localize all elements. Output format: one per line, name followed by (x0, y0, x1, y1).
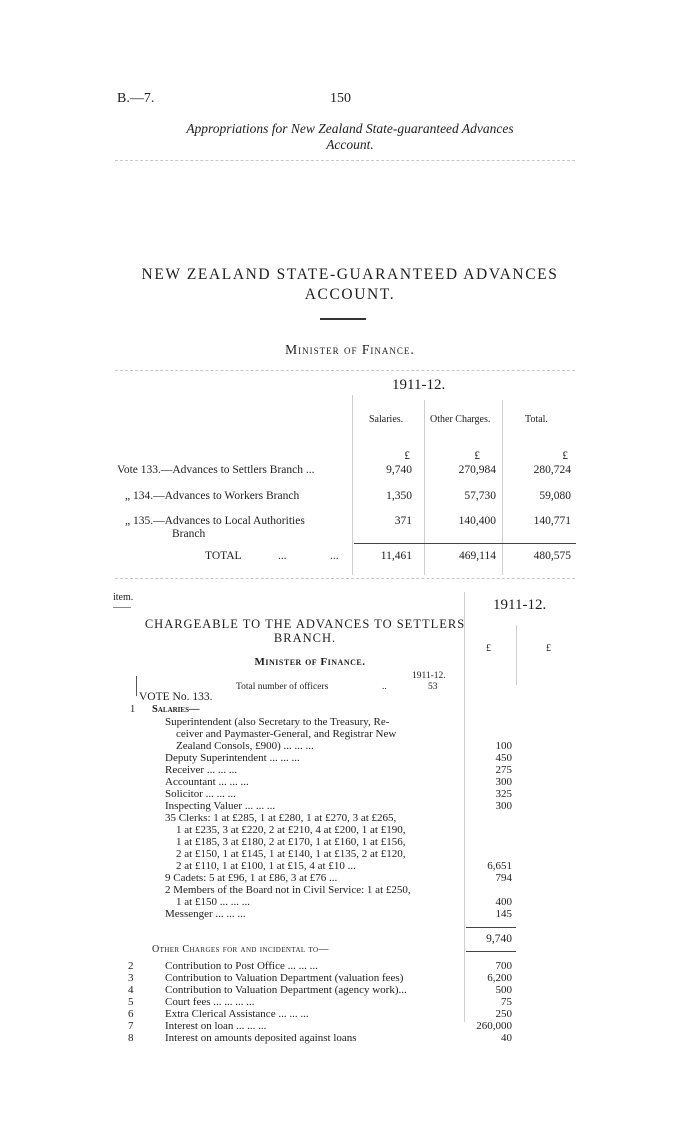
summary-row-other: 57,730 (464, 490, 496, 502)
summary-total-salaries: 11,461 (380, 550, 412, 562)
vote-number: VOTE No. 133. (139, 691, 213, 703)
other-line-text: Extra Clerical Assistance ... ... ... (165, 1008, 309, 1020)
summary-row-salaries: 371 (394, 515, 412, 527)
summary-col-divider-2 (424, 400, 425, 575)
other-line-text: Court fees ... ... ... ... (165, 996, 255, 1008)
summary-row-salaries: 1,350 (386, 490, 412, 502)
summary-row-other: 140,400 (458, 515, 496, 527)
summary-top-divider (115, 370, 575, 371)
summary-total-label: TOTAL (205, 550, 242, 562)
detail-col-divider (464, 592, 465, 1022)
other-line-amount: 250 (495, 1008, 512, 1020)
other-line-text: Contribution to Valuation Department (agency work)... (165, 984, 407, 996)
other-charges-heading: Other Charges for and incidental to— (152, 944, 329, 955)
detail-currency-a: £ (486, 643, 491, 654)
other-item-number: 2 (128, 960, 134, 972)
minister-heading: Minister of Finance. (285, 342, 415, 357)
detail-minister: Minister of Finance. (254, 656, 366, 668)
summary-col-divider-1 (352, 395, 353, 575)
salary-line-text: Receiver ... ... ... (165, 764, 238, 776)
salary-line-text: 2 at £110, 1 at £100, 1 at £15, 4 at £10 ... (176, 860, 356, 872)
item-header-rule (113, 607, 131, 608)
summary-total-dots: ... (278, 550, 287, 562)
salaries-subtotal: 9,740 (486, 933, 512, 945)
other-line-amount: 260,000 (476, 1020, 512, 1032)
salaries-subtotal-bottom-rule (466, 951, 516, 952)
officers-count: 53 (428, 682, 438, 692)
col-header-salaries: Salaries. (369, 414, 404, 425)
salary-line-amount: 400 (495, 896, 512, 908)
summary-row-other: 270,984 (458, 464, 496, 476)
summary-col-divider-3 (502, 400, 503, 575)
salary-line-amount: 325 (495, 788, 512, 800)
other-line-amount: 500 (495, 984, 512, 996)
salary-line-text: 1 at £150 ... ... ... (176, 896, 250, 908)
other-line-amount: 700 (495, 960, 512, 972)
running-subtitle-line2: Account. (326, 137, 374, 152)
summary-row-total: 280,724 (533, 464, 571, 476)
summary-row-label-continued: Branch (172, 528, 206, 540)
salary-line-amount: 794 (495, 872, 512, 884)
salary-line-text: ceiver and Paymaster-General, and Registrar New (176, 728, 397, 740)
salary-line-text: Solicitor ... ... ... (165, 788, 236, 800)
other-line-text: Interest on amounts deposited against loans (165, 1032, 357, 1044)
officers-label: Total number of officers (236, 682, 329, 692)
salary-line-text: Messenger ... ... ... (165, 908, 246, 920)
salary-line-text: Deputy Superintendent ... ... ... (165, 752, 300, 764)
salary-line-text: 35 Clerks: 1 at £285, 1 at £280, 1 at £270, 3 at £265, (165, 812, 397, 824)
salary-line-amount: 300 (495, 800, 512, 812)
salary-line-amount: 6,651 (487, 860, 512, 872)
other-line-amount: 75 (501, 996, 512, 1008)
page-reference: B.—7. (117, 91, 155, 106)
summary-row-label: „ 135.—Advances to Local Authorities (125, 515, 305, 527)
officers-dots: .. (382, 682, 387, 692)
salary-line-text: 2 at £150, 1 at £145, 1 at £140, 1 at £135, 2 at £120, (176, 848, 406, 860)
item-column-header: item. (113, 592, 134, 603)
currency-other: £ (474, 450, 480, 462)
salaries-item-number: 1 (130, 704, 136, 715)
summary-row-label: „ 134.—Advances to Workers Branch (125, 490, 300, 502)
salary-line-amount: 145 (495, 908, 512, 920)
salary-line-amount: 450 (495, 752, 512, 764)
other-item-number: 3 (128, 972, 134, 984)
other-item-number: 6 (128, 1008, 134, 1020)
salary-line-text: Accountant ... ... ... (165, 776, 249, 788)
salary-line-amount: 100 (495, 740, 512, 752)
main-title-line1: NEW ZEALAND STATE-GUARANTEED ADVANCES (141, 266, 559, 283)
other-line-text: Interest on loan ... ... ... (165, 1020, 267, 1032)
other-item-number: 7 (128, 1020, 134, 1032)
vote-side-rule (136, 676, 137, 696)
other-line-text: Contribution to Valuation Department (valuation fees) (165, 972, 404, 984)
salaries-heading: Salaries— (152, 704, 200, 715)
other-item-number: 5 (128, 996, 134, 1008)
chargeable-heading-line2: BRANCH. (273, 631, 337, 645)
other-item-number: 4 (128, 984, 134, 996)
other-line-text: Contribution to Post Office ... ... ... (165, 960, 318, 972)
header-divider (115, 160, 575, 161)
detail-year: 1911-12. (493, 597, 547, 613)
salary-line-text: 2 Members of the Board not in Civil Service: 1 at £250, (165, 884, 411, 896)
summary-total-rule (354, 543, 576, 544)
other-line-amount: 40 (501, 1032, 512, 1044)
chargeable-heading-line1: CHARGEABLE TO THE ADVANCES TO SETTLERS (144, 617, 466, 631)
salary-line-text: 1 at £185, 3 at £180, 2 at £170, 1 at £160, 1 at £156, (176, 836, 406, 848)
summary-total-dots: ... (330, 550, 339, 562)
detail-currency-b: £ (546, 643, 551, 654)
running-subtitle-line1: Appropriations for New Zealand State-guaranteed Advances (186, 121, 514, 136)
officers-year: 1911-12. (412, 671, 446, 681)
summary-total-other: 469,114 (459, 550, 496, 562)
col-header-other-charges: Other Charges. (430, 414, 491, 425)
main-title-line2: ACCOUNT. (304, 286, 396, 303)
summary-total-total: 480,575 (533, 550, 571, 562)
page-number: 150 (330, 91, 351, 106)
salary-line-text: Zealand Consols, £900) ... ... ... (176, 740, 314, 752)
currency-total: £ (562, 450, 568, 462)
other-line-amount: 6,200 (487, 972, 512, 984)
salary-line-text: Inspecting Valuer ... ... ... (165, 800, 276, 812)
salaries-subtotal-rule (466, 927, 516, 928)
summary-bottom-divider (115, 578, 575, 579)
title-rule (320, 318, 366, 320)
col-header-total: Total. (525, 414, 548, 425)
salary-line-text: 9 Cadets: 5 at £96, 1 at £86, 3 at £76 ... (165, 872, 338, 884)
summary-year: 1911-12. (392, 377, 446, 393)
summary-row-label: Vote 133.—Advances to Settlers Branch ... (117, 464, 315, 476)
salary-line-text: Superintendent (also Secretary to the Treasury, Re- (165, 716, 390, 728)
currency-salaries: £ (404, 450, 410, 462)
summary-row-salaries: 9,740 (386, 464, 412, 476)
summary-row-total: 140,771 (533, 515, 571, 527)
summary-row-total: 59,080 (539, 490, 571, 502)
detail-col-divider-2 (516, 625, 517, 685)
other-item-number: 8 (128, 1032, 134, 1044)
salary-line-amount: 275 (495, 764, 512, 776)
salary-line-text: 1 at £235, 3 at £220, 2 at £210, 4 at £200, 1 at £190, (176, 824, 406, 836)
salary-line-amount: 300 (495, 776, 512, 788)
